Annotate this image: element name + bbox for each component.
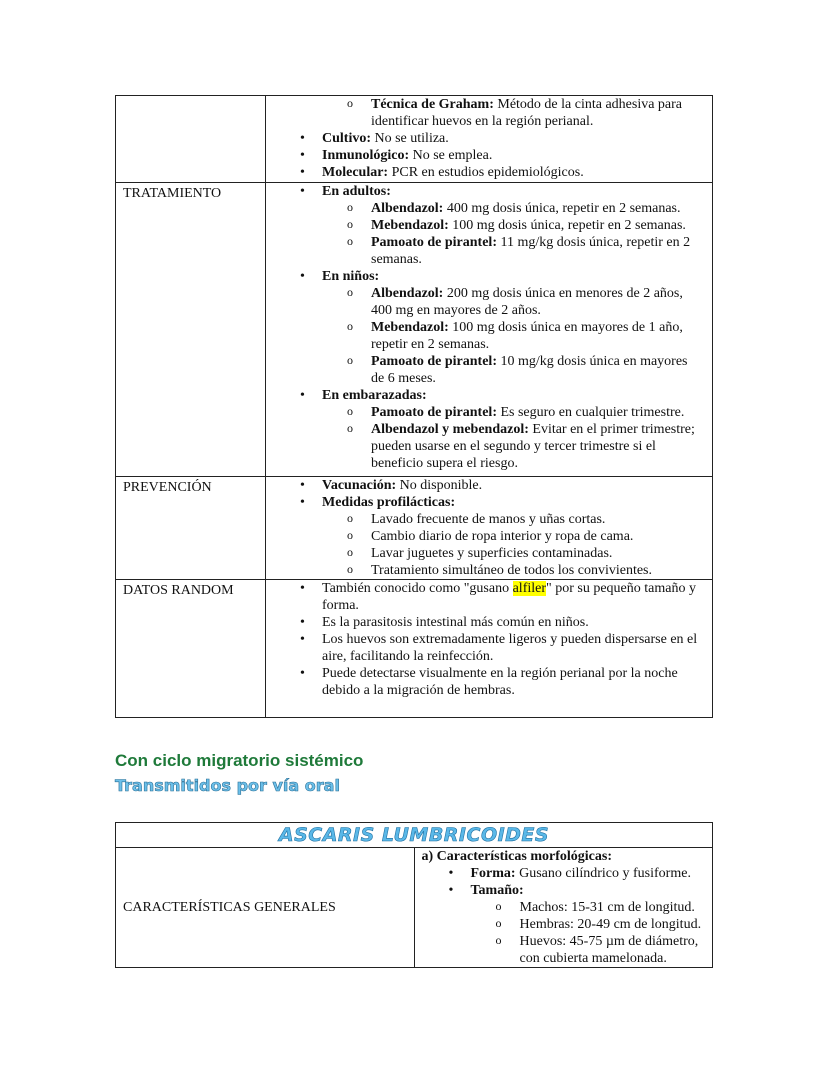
section-heading: Con ciclo migratorio sistémico	[115, 751, 364, 770]
row-label-tratamiento: TRATAMIENTO	[116, 183, 266, 477]
item-text: Es seguro en cualquier trimestre.	[496, 405, 685, 420]
item-text: 100 mg dosis única, repetir en 2 semanas.	[448, 218, 686, 233]
table-title-cell	[116, 823, 713, 848]
row-content	[266, 183, 713, 477]
item-text: 100 mg dosis única en mayores de 1 año, repetir en 2 semanas.	[371, 320, 683, 352]
item-text: Machos: 15-31 cm de longitud.	[519, 900, 695, 915]
list-item	[266, 200, 704, 217]
table-title-row	[116, 823, 713, 848]
row-content	[266, 477, 713, 580]
item-text: 200 mg dosis única en menores de 2 años, 400 mg en mayores de 2 años.	[371, 286, 683, 318]
list-item	[266, 183, 704, 200]
list-item	[266, 580, 704, 614]
table-row	[116, 96, 713, 183]
list-item	[415, 865, 705, 882]
item-list	[266, 614, 704, 699]
item-text: Es la parasitosis intestinal más común en niños.	[322, 615, 589, 630]
item-label: Forma:	[470, 866, 516, 881]
list-item	[266, 217, 704, 234]
list-item	[266, 477, 704, 494]
item-text: Lavar juguetes y superficies contaminadas.	[371, 546, 613, 561]
list-item	[266, 614, 704, 631]
list-item	[415, 916, 705, 933]
row-content	[414, 848, 713, 968]
item-text: Evitar en el primer trimestre; pueden usarse en el segundo y tercer trimestre si el beneficio supera el riesgo.	[371, 422, 695, 471]
list-item	[266, 353, 704, 387]
item-label: Pamoato de pirantel:	[371, 235, 497, 250]
item-text: 11 mg/kg dosis única, repetir en 2 semanas.	[371, 235, 691, 267]
item-text: No se emplea.	[409, 148, 493, 163]
enterobius-table	[115, 95, 713, 718]
item-label: Albendazol y mebendazol:	[371, 422, 529, 437]
item-label: Pamoato de pirantel:	[371, 405, 497, 420]
row-content	[266, 580, 713, 718]
item-text: Tratamiento simultáneo de todos los convivientes.	[371, 563, 653, 578]
table-row	[116, 580, 713, 718]
row-content	[266, 96, 713, 183]
table-row	[116, 477, 713, 580]
item-list	[266, 96, 704, 181]
item-text: No se utiliza.	[371, 131, 449, 146]
item-label: Técnica de Graham:	[371, 97, 494, 112]
table-title: ASCARIS LUMBRICOIDES	[278, 824, 550, 846]
table-row	[116, 183, 713, 477]
item-text: Método de la cinta adhesiva para identificar huevos en la región perianal.	[371, 97, 683, 129]
item-text: También conocido como "gusano	[322, 581, 513, 596]
list-item	[266, 421, 704, 472]
item-text: 10 mg/kg dosis única en mayores de 6 meses.	[371, 354, 688, 386]
item-text: Huevos: 45-75 µm de diámetro, con cubierta mamelonada.	[519, 934, 699, 966]
item-text: Puede detectarse visualmente en la región perianal por la noche debido a la migración de hembras.	[322, 666, 678, 698]
list-item	[266, 96, 704, 130]
list-item	[266, 631, 704, 665]
row-label-caracteristicas: CARACTERÍSTICAS GENERALES	[116, 848, 415, 968]
list-item	[266, 387, 704, 404]
item-label: Inmunológico:	[322, 148, 410, 163]
list-item	[415, 899, 705, 916]
list-item	[266, 528, 704, 545]
item-label: Mebendazol:	[371, 320, 449, 335]
item-label: Vacunación:	[322, 478, 397, 493]
item-text: Cambio diario de ropa interior y ropa de cama.	[371, 529, 634, 544]
item-label: Albendazol:	[371, 286, 444, 301]
list-item	[266, 404, 704, 421]
item-text: No disponible.	[396, 478, 483, 493]
item-text: Los huevos son extremadamente ligeros y pueden dispersarse en el aire, facilitando la reinfección.	[322, 632, 698, 664]
item-label: En adultos:	[322, 184, 391, 199]
item-label: Molecular:	[322, 165, 389, 180]
highlighted-word: alfiler	[512, 581, 547, 596]
list-item	[415, 933, 705, 967]
item-text: Hembras: 20-49 cm de longitud.	[519, 917, 702, 932]
list-item	[266, 494, 704, 511]
subtitle: a) Características morfológicas:	[421, 849, 612, 864]
item-label: En niños:	[322, 269, 380, 284]
list-item	[266, 147, 704, 164]
list-item	[266, 511, 704, 528]
subsection-heading: Transmitidos por vía oral	[115, 776, 340, 795]
list-item	[266, 164, 704, 181]
row-label-prevencion: PREVENCIÓN	[116, 477, 266, 580]
list-item	[266, 130, 704, 147]
item-label: Mebendazol:	[371, 218, 449, 233]
list-item	[266, 562, 704, 579]
list-item	[266, 268, 704, 285]
item-text: Gusano cilíndrico y fusiforme.	[515, 866, 691, 881]
item-label: Cultivo:	[322, 131, 371, 146]
list-item	[266, 665, 704, 699]
table-row	[116, 848, 713, 968]
list-item	[266, 285, 704, 319]
item-text: Lavado frecuente de manos y uñas cortas.	[371, 512, 606, 527]
item-label: Albendazol:	[371, 201, 444, 216]
row-label	[116, 96, 266, 183]
list-item	[415, 882, 705, 899]
item-list	[266, 477, 704, 579]
item-label: En embarazadas:	[322, 388, 427, 403]
item-text: PCR en estudios epidemiológicos.	[388, 165, 584, 180]
item-list	[266, 580, 704, 614]
item-text: " por su pequeño tamaño y forma.	[322, 581, 696, 613]
item-text: 400 mg dosis única, repetir en 2 semanas.	[443, 201, 681, 216]
list-item	[266, 545, 704, 562]
ascaris-table	[115, 822, 713, 968]
list-item	[266, 234, 704, 268]
item-label: Tamaño:	[470, 883, 524, 898]
item-label: Pamoato de pirantel:	[371, 354, 497, 369]
row-label-datos-random: DATOS RANDOM	[116, 580, 266, 718]
item-list	[266, 183, 704, 472]
list-item	[266, 319, 704, 353]
item-label: Medidas profilácticas:	[322, 495, 456, 510]
item-list	[415, 865, 705, 967]
